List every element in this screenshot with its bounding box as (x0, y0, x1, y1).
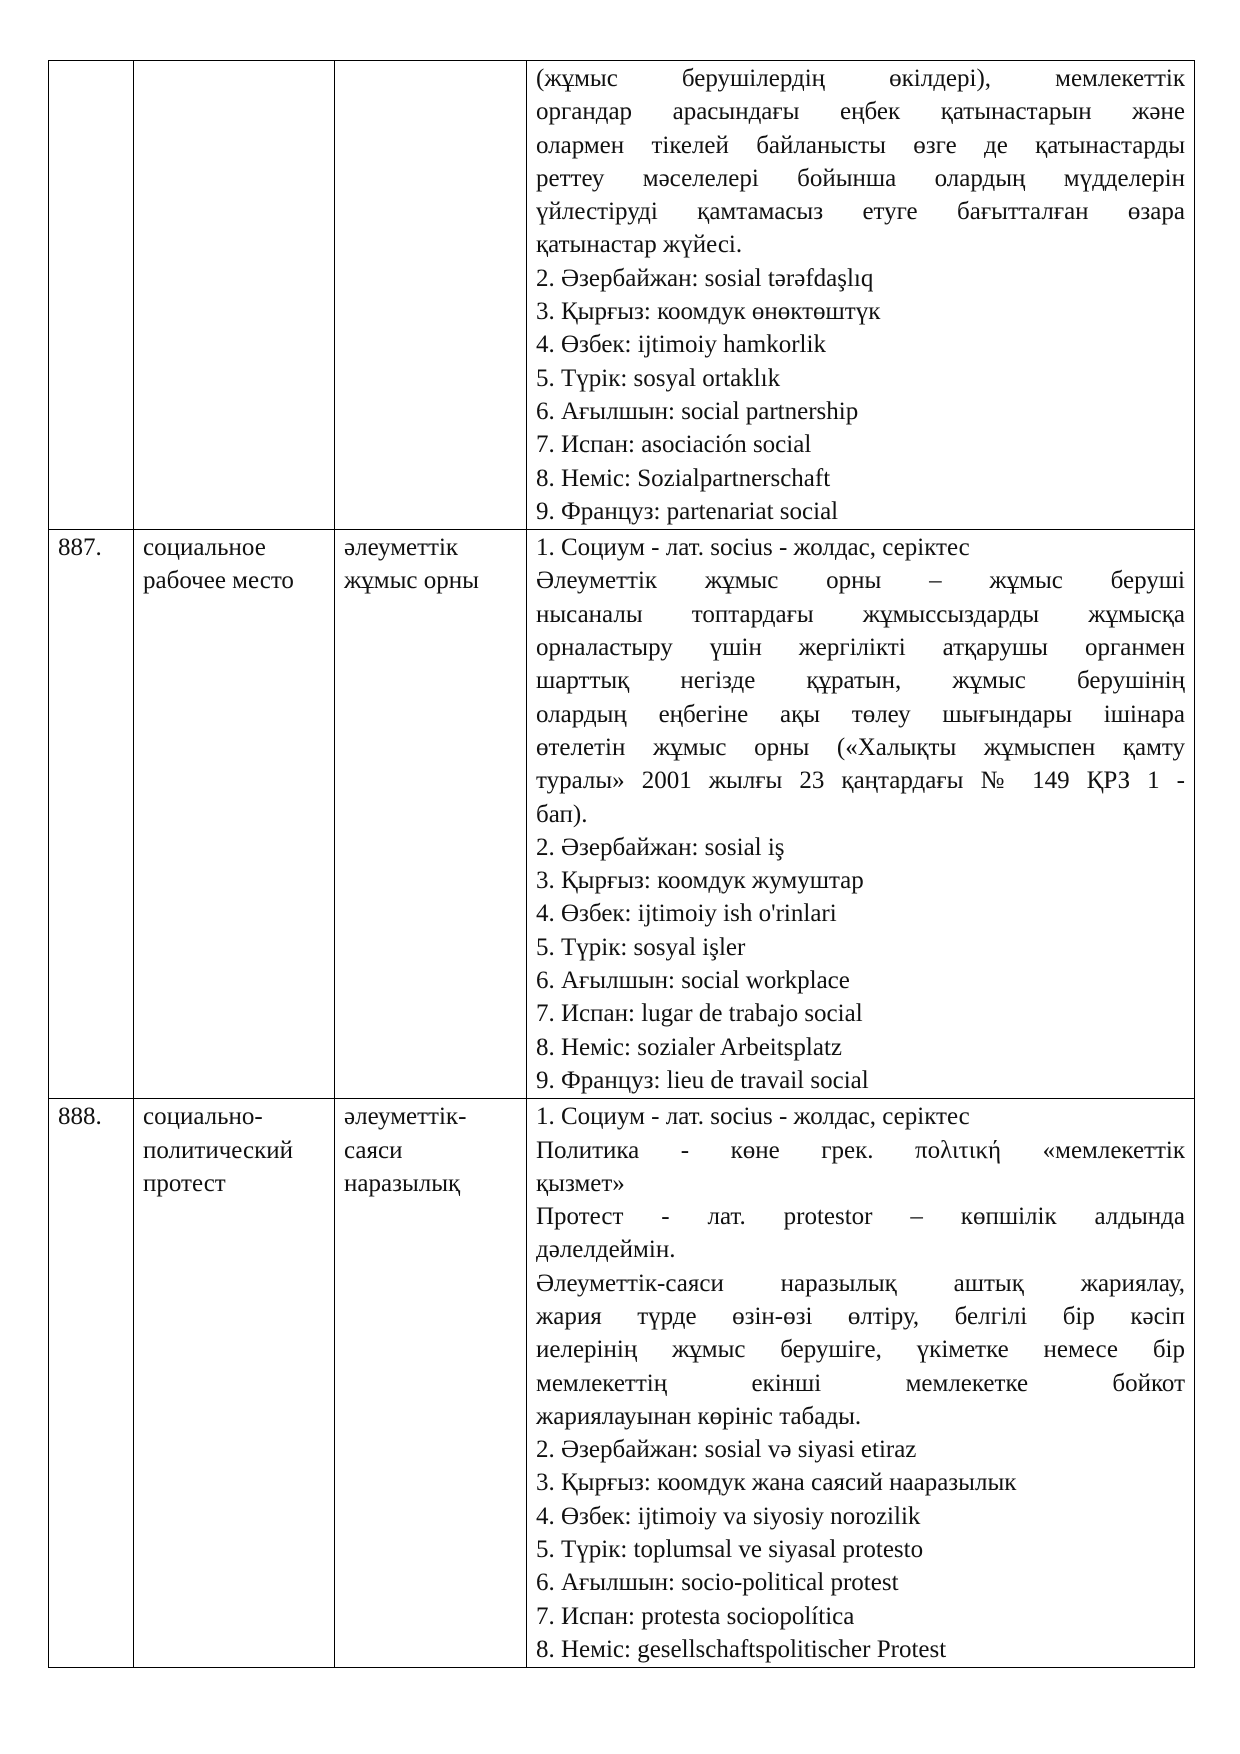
definition-line: 9. Француз: lieu de travail social (536, 1066, 869, 1094)
entry-number-cell (49, 61, 134, 530)
russian-term-line: рабочее место (143, 567, 294, 595)
definition-line: мемлекеттің екінші мемлекетке бойкот (536, 1369, 1185, 1397)
definition-line: 5. Түрік: toplumsal ve siyasal protesto (536, 1536, 924, 1564)
definition-line: туралы» 2001 жылғы 23 қаңтардағы № 149 ҚРЗ 1 - (536, 767, 1185, 795)
definition-line: органдар арасындағы еңбек қатынастарын және (536, 98, 1185, 126)
russian-term-line: протест (143, 1169, 226, 1197)
russian-term-cell (134, 1099, 335, 1668)
entry-number: 887. (58, 534, 102, 562)
definition-line: қатынастар жүйесі. (536, 231, 743, 259)
definition-line: 7. Испан: asociación social (536, 431, 812, 459)
definition-line: орналастыру үшін жергілікті атқарушы органмен (536, 634, 1185, 662)
definition-line: 2. Әзербайжан: sosial və siyasi etiraz (536, 1436, 917, 1464)
definition-line: нысаналы топтардағы жұмыссыздарды жұмысқа (536, 600, 1185, 628)
definition-line: 2. Әзербайжан: sosial iş (536, 833, 785, 861)
definition-line: 6. Ағылшын: social workplace (536, 967, 850, 995)
definition-line: үйлестіруді қамтамасыз етуге бағытталған өзара (536, 198, 1185, 226)
table-row (49, 61, 1195, 530)
definition-line: 4. Өзбек: ijtimoiy va siyosiy norozilik (536, 1502, 921, 1530)
definition-line: дәлелдеймін. (536, 1236, 676, 1264)
definition-line: олардың еңбегіне ақы төлеу шығындары ішінара (536, 700, 1185, 728)
definition-line: 7. Испан: lugar de trabajo social (536, 1000, 863, 1028)
definition-line: 8. Неміс: Sozialpartnerschaft (536, 464, 831, 492)
document-page (48, 60, 1194, 1668)
russian-term-cell (134, 61, 335, 530)
definition-line: шарттық негізде құратын, жұмыс берушінің (536, 667, 1185, 695)
definition-line: 9. Француз: partenariat social (536, 497, 839, 525)
definition-line: 2. Әзербайжан: sosial tərəfdaşlıq (536, 264, 874, 292)
definition-line: Протест - лат. protestor – көпшілік алдында (536, 1203, 1185, 1231)
definition-line: 3. Қырғыз: коомдук жумуштар (536, 867, 864, 895)
kazakh-term-cell (335, 61, 527, 530)
definition-line: (жұмыс берушілердің өкілдері), мемлекеттік (536, 65, 1185, 92)
definition-line: Политика - көне грек. πολιτική «мемлекеттік (536, 1136, 1185, 1164)
table-row (49, 530, 1195, 1099)
kazakh-term-line: саяси (344, 1136, 403, 1164)
definition-line: қызмет» (536, 1169, 625, 1197)
definition-line: 1. Социум - лат. socius - жолдас, серіктес (536, 534, 970, 562)
entry-number: 888. (58, 1103, 102, 1131)
table-row (49, 1099, 1195, 1668)
definition-line: 3. Қырғыз: коомдук жана саясий нааразылык (536, 1469, 1017, 1497)
kazakh-term-line: әлеуметтік- (344, 1103, 467, 1131)
russian-term-line: политический (143, 1136, 293, 1164)
russian-term-cell (134, 530, 335, 1099)
entry-number-cell (49, 530, 134, 1099)
definition-cell (527, 530, 1195, 1099)
definition-line: жария түрде өзін-өзі өлтіру, белгілі бір кәсіп (536, 1302, 1185, 1330)
definition-line: Әлеуметтік жұмыс орны – жұмыс беруші (536, 567, 1185, 595)
definition-line: Әлеуметтік-саяси наразылық аштық жариялау, (536, 1269, 1185, 1297)
definition-line: 3. Қырғыз: коомдук өнөктөштүк (536, 298, 881, 326)
kazakh-term-line: жұмыс орны (344, 567, 479, 595)
kazakh-term-line: наразылық (344, 1169, 461, 1197)
definition-line: реттеу мәселелері бойынша олардың мүдделерін (536, 164, 1185, 192)
dictionary-table (48, 60, 1195, 1668)
definition-line: бап). (536, 800, 588, 828)
definition-line: 5. Түрік: sosyal işler (536, 933, 746, 961)
definition-line: олармен тікелей байланысты өзге де қатынастарды (536, 131, 1185, 159)
definition-line: 4. Өзбек: ijtimoiy ish o'rinlari (536, 900, 837, 928)
definition-cell (527, 61, 1195, 530)
russian-term-line: социальное (143, 534, 266, 562)
definition-line: 8. Неміс: gesellschaftspolitischer Protest (536, 1635, 947, 1663)
definition-line: иелерінің жұмыс берушіге, үкіметке немесе бір (536, 1336, 1185, 1364)
definition-line: жариялауынан көрініс табады. (536, 1402, 862, 1430)
definition-line: 6. Ағылшын: socio-political protest (536, 1569, 899, 1597)
definition-cell (527, 1099, 1195, 1668)
definition-line: 5. Түрік: sosyal ortaklık (536, 364, 781, 392)
definition-line: 4. Өзбек: ijtimoiy hamkorlik (536, 331, 826, 359)
kazakh-term-line: әлеуметтік (344, 534, 459, 562)
entry-number-cell (49, 1099, 134, 1668)
definition-line: 6. Ағылшын: social partnership (536, 397, 859, 425)
russian-term-line: социально- (143, 1103, 263, 1131)
kazakh-term-cell (335, 1099, 527, 1668)
definition-line: 8. Неміс: sozialer Arbeitsplatz (536, 1033, 842, 1061)
definition-line: 1. Социум - лат. socius - жолдас, серіктес (536, 1103, 970, 1131)
kazakh-term-cell (335, 530, 527, 1099)
definition-line: өтелетін жұмыс орны («Халықты жұмыспен қамту (536, 733, 1185, 761)
definition-line: 7. Испан: protesta sociopolítica (536, 1602, 855, 1630)
